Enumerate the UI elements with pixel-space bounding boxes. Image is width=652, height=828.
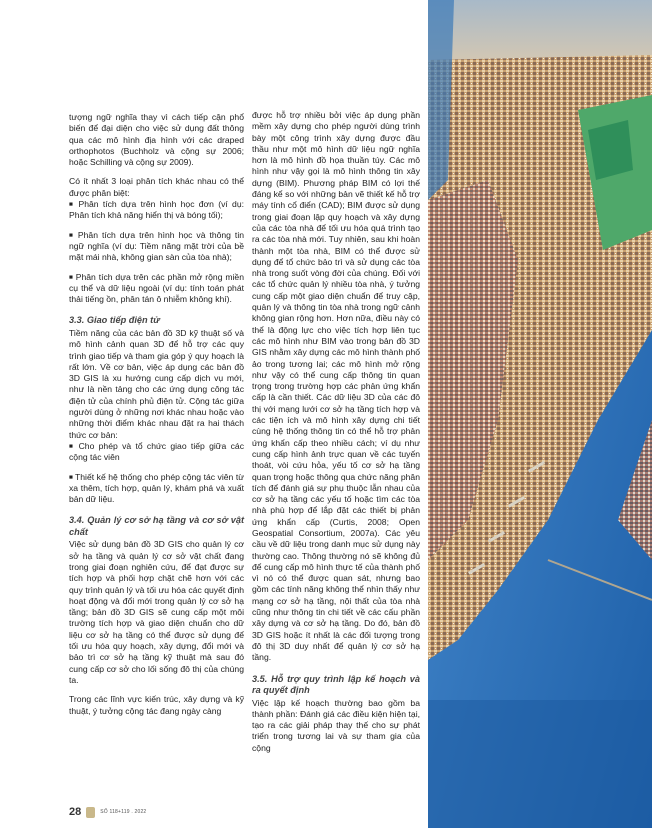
paragraph: được hỗ trợ nhiều bởi việc áp dụng phần mềm xây dựng cho phép người dùng trình bày một công trình xây dựng được đầu thầu như một mô hình dữ liệu ngữ nghĩa hơn là mô hình đồ họa thuần túy. Các mô hình như vậy gọi là mô hình thông tin xây dựng (BIM). Phương pháp BIM có lợi thế đáng kể so với những bản vẽ thiết kế hỗ trợ máy tính cổ điển (CAD); BIM được sử dụng trong giai đoạn lập quy hoạch và xây dựng của các tòa nhà để tối ưu hóa quá trình tạo ra các tòa nhà mới. Tuy nhiên, sau khi hoàn thành một tòa nhà, BIM có thể được sử dụng để tổ chức bảo trì và sử dụng các tòa nhà trong suốt vòng đời của chúng. Đối với các tổ chức quản lý nhiều tòa nhà, ý tưởng cung cấp một giao diện chuẩn để truy cập, quản lý và thông tin tòa nhà trong ngữ cảnh không gian rộng hơn. Hơn nữa, điều này có thể là động lực cho việc tích hợp liên tục các mô hình như BIM vào trong bản đồ 3D GIS nhằm xây dựng các mô hình thành phố ảo trong tương lai; các mô hình mở rộng như vậy có thể cung cấp thông tin quan trọng trong trường hợp các phản ứng khẩn cấp là cần thiết. Các dữ liệu 3D của các đô thị với mạng lưới cơ sở hạ tầng tích hợp và các tiện ích và mô hình xây dựng chi tiết cùng hệ thống thông tin có thể hỗ trợ phản ứng khẩn cấp theo nhiều cách; ví dụ như cung cấp hình ảnh trực quan về các tuyến thoát, vòi cứu hỏa, yếu tố cơ sở hạ tầng quan trọng hoặc thông qua chức năng phân tích để đánh giá sự phụ thuộc lẫn nhau của cơ sở hạ tầng các yếu tố hoặc tìm các tòa nhà phù hợp để lắp đặt các thiết bị phản ứng khẩn cấp (Curtis, 2008; Open Geospatial Consortium, 2007a). Các yêu cầu về dữ liệu trong danh mục sử dụng này thường cao. Thông thường nó sẽ không đủ để cung cấp mô hình thực tế của thành phố vì nó có thể được quan sát, nhưng bao gồm các tính năng không thể nhìn thấy như mạng cơ sở hạ tầng, nội thất của tòa nhà cũng như thông tin chi tiết về các cấu phần xây dựng và cơ sở hạ tầng. Do đó, bản đồ 3D GIS hoặc ít nhất là các đối tượng trong đô thị 3D duy nhất để quản lý cơ sở hạ tầng.: [252, 110, 420, 663]
text-column-right: [252, 110, 420, 762]
paragraph: Việc sử dụng bản đồ 3D GIS cho quản lý cơ sở hạ tầng và quản lý cơ sở vật chất đang trong giai đoạn nghiên cứu, để đạt được sự tích hợp và phối hợp chặt chẽ hơn với các quy trình quản lý và tối ưu hóa các quyết định hoạt động và đổi mới trong quản lý cơ sở hạ tầng; bản đồ 3D GIS sẽ cung cấp một môi trường tích hợp và giao diện chuẩn cho dữ liệu cơ sở hạ tầng có thể được sử dụng để tối ưu hóa quy hoạch, xây dựng, đổi mới và bảo trì cơ sở hạ tầng kỹ thuật mà sau đó cung cấp cơ sở cho lối sống đô thị của chúng ta.: [69, 539, 244, 685]
paragraph: Tiềm năng của các bản đồ 3D kỹ thuật số và mô hình cảnh quan 3D để hỗ trợ các quy trình giao tiếp và tham gia góp ý quy hoạch là rất lớn. Về cơ bản, việc áp dụng các bản đồ 3D GIS là xu hướng cung cấp dịch vụ mới, như là nền tảng cho các ứng dụng công tác điện tử của chính phủ điện tử. Cộng tác giữa người dùng ở những nơi khác nhau hoặc vào những thời điểm khác nhau đặt ra hai thách thức cơ bản:: [69, 327, 244, 440]
section-heading-3-4: 3.4. Quản lý cơ sở hạ tầng và cơ sở vật chất: [69, 515, 244, 537]
park-lake: [588, 120, 633, 180]
bullet-item: ■ Phân tích dựa trên hình học và thông tin ngữ nghĩa (ví dụ: Tiềm năng mặt trời của bề mặt mái nhà, không gian sàn của tòa nhà);: [69, 230, 244, 264]
bullet-item: ■ Thiết kế hệ thống cho phép cộng tác viên từ xa thêm, tích hợp, quản lý, khám phá và xuất bản dữ liệu.: [69, 472, 244, 506]
issue-label: SỐ 118+119 . 2022: [100, 809, 147, 815]
city-model-photo: [428, 0, 652, 828]
paragraph: tượng ngữ nghĩa thay vì cách tiếp cận phổ biến để đại diện cho việc sử dụng đất thông qua các mô hình địa hình với các draped orthophotos (Buchholz và cộng sự 2006; hoặc Schilling và cộng sự 2009).: [69, 112, 244, 168]
bullet-item: ■ Cho phép và tổ chức giao tiếp giữa các cộng tác viên: [69, 441, 244, 464]
page-number: 28: [69, 806, 82, 818]
city-model-illustration: [428, 0, 652, 828]
section-heading-3-3: 3.3. Giao tiếp điện tử: [69, 315, 160, 326]
paragraph: Việc lập kế hoạch thường bao gồm ba thành phần: Đánh giá các điều kiện hiện tại, tạo ra các giải pháp thay thế cho sự phát triển trong tương lai và sự tham gia của cộng: [252, 697, 420, 753]
harbor-water: [428, 700, 652, 828]
paragraph: Trong các lĩnh vực kiến trúc, xây dựng và kỹ thuật, ý tưởng cộng tác đang ngày càng: [69, 694, 244, 716]
magazine-logo-icon: [86, 807, 95, 818]
paragraph: Có ít nhất 3 loại phân tích khác nhau có thể được phân biệt:: [69, 176, 244, 198]
bullet-item: ■ Phân tích dựa trên các phần mở rộng miền cụ thể và dữ liệu ngoài (ví dụ: tính toán phát thải tiếng ồn, phân tán ô nhiễm không khí).: [69, 272, 244, 306]
bullet-item: ■ Phân tích dựa trên hình học đơn (ví dụ: Phân tích khả năng hiển thị và bóng tối);: [69, 199, 244, 222]
text-column-left: [69, 112, 244, 725]
section-heading-3-5: 3.5. Hỗ trợ quy trình lập kế hoạch và ra quyết định: [252, 673, 420, 696]
page-footer: [69, 806, 146, 818]
